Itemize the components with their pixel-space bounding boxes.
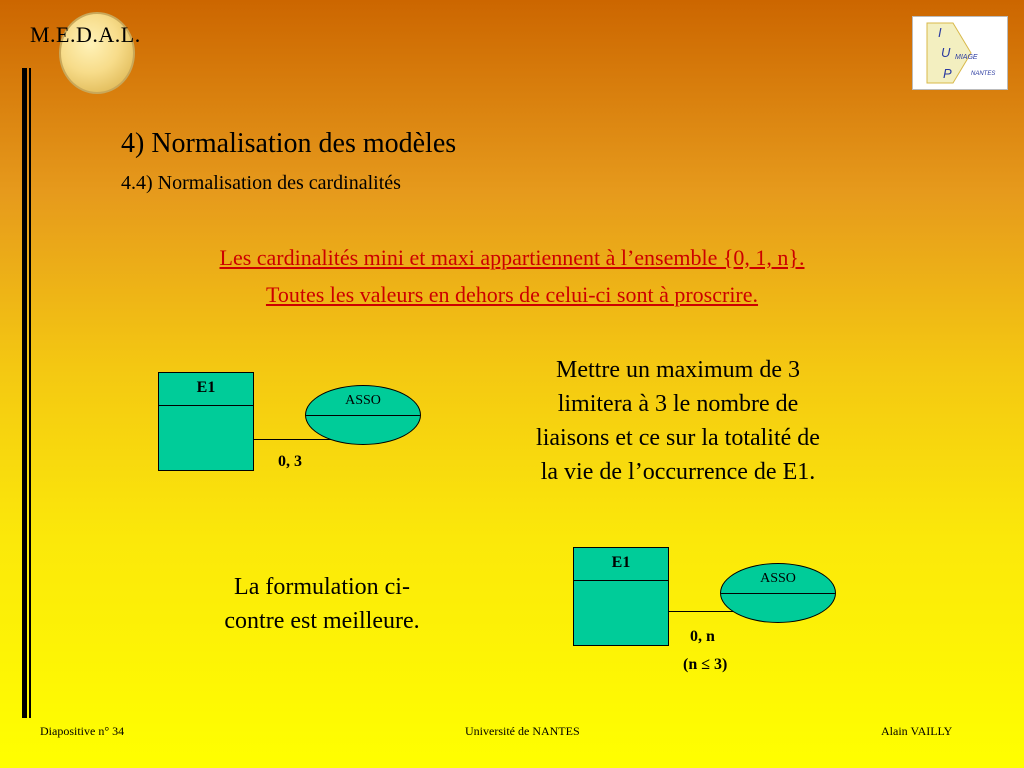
svg-text:P: P: [943, 66, 952, 81]
cardinality-constraint-diagram2: (n ≤ 3): [683, 656, 728, 673]
cardinality-diagram2: 0, n: [690, 628, 715, 645]
svg-text:U: U: [941, 45, 951, 60]
left-bar-thick: [22, 68, 27, 718]
explanation-text: [478, 353, 878, 489]
explanation-line-1: Mettre un maximum de 3: [556, 357, 800, 383]
svg-text:NANTES: NANTES: [971, 71, 996, 77]
svg-text:I: I: [938, 25, 942, 40]
association-name: ASSO: [345, 393, 381, 408]
rule-line-1: Les cardinalités mini et maxi appartiennent à l’ensemble {0, 1, n}.: [219, 245, 805, 270]
association-divider: [306, 415, 420, 416]
explanation-line-3: liaisons et ce sur la totalité de: [536, 425, 820, 451]
association-asso-diagram1: [305, 385, 421, 445]
svg-text:MIAGE: MIAGE: [955, 54, 978, 61]
cardinality-diagram1: 0, 3: [278, 453, 302, 470]
footer-author: Alain VAILLY: [881, 724, 953, 738]
better-line-1: La formulation ci-: [234, 574, 410, 600]
entity-name: E1: [159, 373, 253, 406]
entity-e1-diagram1: [158, 372, 254, 471]
medal-title: M.E.D.A.L.: [30, 22, 141, 47]
footer-slide-number: Diapositive n° 34: [40, 724, 125, 738]
page-title: 4) Normalisation des modèles: [121, 128, 457, 159]
iup-miage-logo-icon: [912, 16, 1008, 90]
footer-university: Université de NANTES: [465, 724, 580, 738]
rule-line-2: Toutes les valeurs en dehors de celui-ci sont à proscrire.: [265, 282, 759, 307]
page-subtitle: 4.4) Normalisation des cardinalités: [121, 172, 401, 194]
association-name: ASSO: [760, 571, 796, 586]
better-line-2: contre est meilleure.: [224, 608, 420, 634]
explanation-line-2: limitera à 3 le nombre de: [557, 391, 799, 417]
entity-name: E1: [574, 548, 668, 581]
explanation-line-4: la vie de l’occurrence de E1.: [540, 459, 816, 485]
better-formulation-text: [172, 570, 472, 638]
left-bar-thin: [29, 68, 31, 718]
entity-e1-diagram2: [573, 547, 669, 646]
association-divider: [721, 593, 835, 594]
association-asso-diagram2: [720, 563, 836, 623]
